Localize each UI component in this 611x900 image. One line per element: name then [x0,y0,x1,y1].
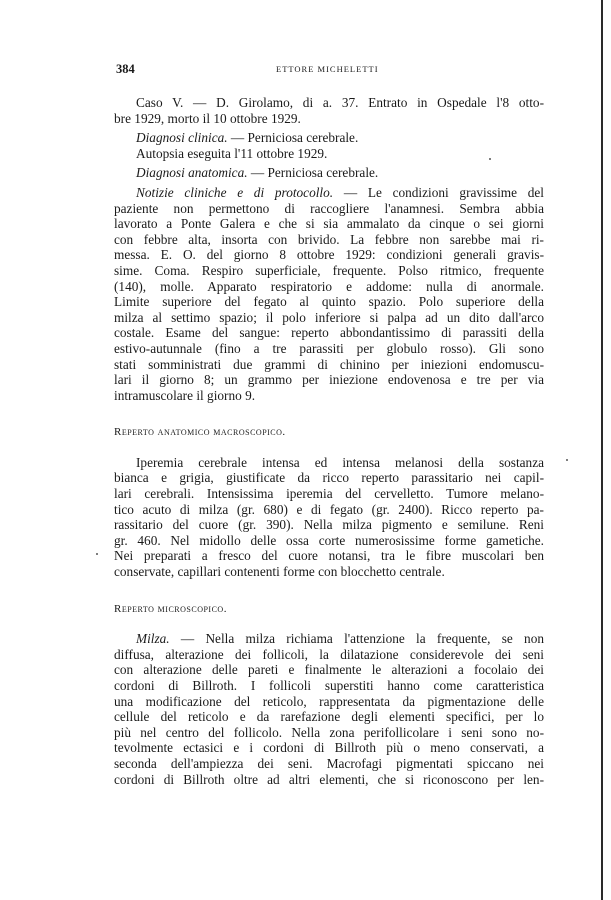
section-heading-anatomico: Reperto anatomico macroscopico. [114,426,286,439]
microscopico-lines [114,647,544,787]
diagnosi-anatomica-text: — Perniciosa cerebrale. [247,165,379,181]
page-number: 384 [116,62,135,76]
section-heading-microscopico: Reperto microscopico. [114,602,227,615]
text-line: paziente non permettono di raccogliere l'anamnesi. Sembra abbia [114,200,544,216]
text-line: diffusa, alterazione dei follicoli, la dilatazione considerevole dei seni [114,646,544,662]
diagnosi-anatomica [114,165,544,181]
running-head: ETTORE MICHELETTI [276,64,379,74]
autopsia-line: Autopsia eseguita l'11 ottobre 1929. [136,145,328,161]
text-line: stati somministrati due grammi di chinino per iniezioni endomuscu- [114,356,544,372]
diagnosi-clinica-text: — Perniciosa cerebrale. [227,130,359,146]
text-line: gr. 460. Nel midollo delle ossa corte numerosissime forme gametiche. [114,532,544,548]
text-line: messa. E. O. del giorno 8 ottobre 1929: condizioni generali gravis- [114,247,544,263]
text-line: estivo-autunnale (fino a tre parassiti per globulo rosso). Gli sono [114,340,544,356]
text-line: costale. Esame del sangue: reperto abbondantissimo di parassiti della [114,325,544,341]
text-line: cellule del reticolo e da rarefazione degli elementi specifici, per lo [114,709,544,725]
page-speck [566,459,568,461]
page-body [114,95,544,787]
text-line: bianca e grigia, giustificate da ricco reperto parassitario nei capil- [114,470,544,486]
page-header [116,62,546,78]
text-line: cordoni di Billroth oltre ad altri elementi, che si riconoscono per len- [114,771,544,787]
milza-first-line-rest: — Nella milza richiama l'attenzione la frequente, se non [169,631,544,647]
text-line: più nel centro del follicolo. Nella zona perifollicolare i seni sono no- [114,724,544,740]
text-line: Nei preparati a fresco del cuore notansi, tra le fibre muscolari ben [114,548,544,564]
notizie-first-line [114,185,544,201]
milza-first-line [114,631,544,647]
text-line: rassitario del cuore (gr. 390). Nella milza pigmento e semilune. Reni [114,517,544,533]
text-line: con febbre alta, insorta con brivido. La febbre non sarebbe mai ri- [114,231,544,247]
text-line: Iperemia cerebrale intensa ed intensa melanosi della sostanza [136,454,544,470]
text-line: intramuscolare il giorno 9. [114,387,256,403]
text-line: cordoni di Billroth. I follicoli superstiti hanno come caratteristica [114,678,544,693]
text-line: (140), molle. Apparato respiratorio e addome: nulla di anormale. [114,278,544,294]
text-line: tevolmente ectasici e i cordoni di Billroth più o meno conservati, a [114,740,544,756]
text-line: lavorato a Ponte Galera e che si sia ammalato da cinque o sei giorni [114,216,544,232]
text-line: con alterazione delle pareti e finalmente le alterazioni a focolaio dei [114,662,544,678]
diagnosi-anatomica-label: Diagnosi anatomica. [136,165,248,181]
text-line: conservate, capillari contenenti forme con blocchetto centrale. [114,564,445,580]
anatomico-lines [114,455,544,580]
notizie-label: Notizie cliniche e di protocollo. [136,184,334,200]
text-line: tico acuto di milza (gr. 680) e di fegato (gr. 2400). Ricco reperto pa- [114,501,544,517]
text-line: Limite superiore del fegato al quinto spazio. Polo superiore della [114,294,544,310]
text-line: seconda dell'ampiezza dei seni. Macrofagi pigmentati spiccano nei [114,755,544,771]
case-intro-line: Caso V. — D. Girolamo, di a. 37. Entrato in Ospedale l'8 otto- [136,95,544,110]
diagnosi-clinica-label: Diagnosi clinica. [136,130,228,146]
diagnosi-clinica [114,130,544,146]
text-line: sime. Coma. Respiro superficiale, frequente. Polso ritmico, frequente [114,262,544,278]
page-edge-border [601,0,603,900]
text-line: milza al settimo spazio; il polo inferiore si palpa ad un dito dall'arco [114,309,544,325]
notizie-first-line-rest: — Le condizioni gravissime del [333,184,544,200]
page-speck [96,553,98,555]
notizie-lines [114,201,544,404]
text-line: una modificazione del reticolo, rappresentata da pigmentazione delle [114,693,544,709]
text-line: lari il giorno 8; un grammo per iniezione endovenosa e tre per via [114,372,544,388]
text-line: lari cerebrali. Intensissima iperemia del cervelletto. Tumore melano- [114,486,544,502]
milza-label: Milza. [136,631,170,647]
case-intro-line: bre 1929, morto il 10 ottobre 1929. [114,110,301,126]
